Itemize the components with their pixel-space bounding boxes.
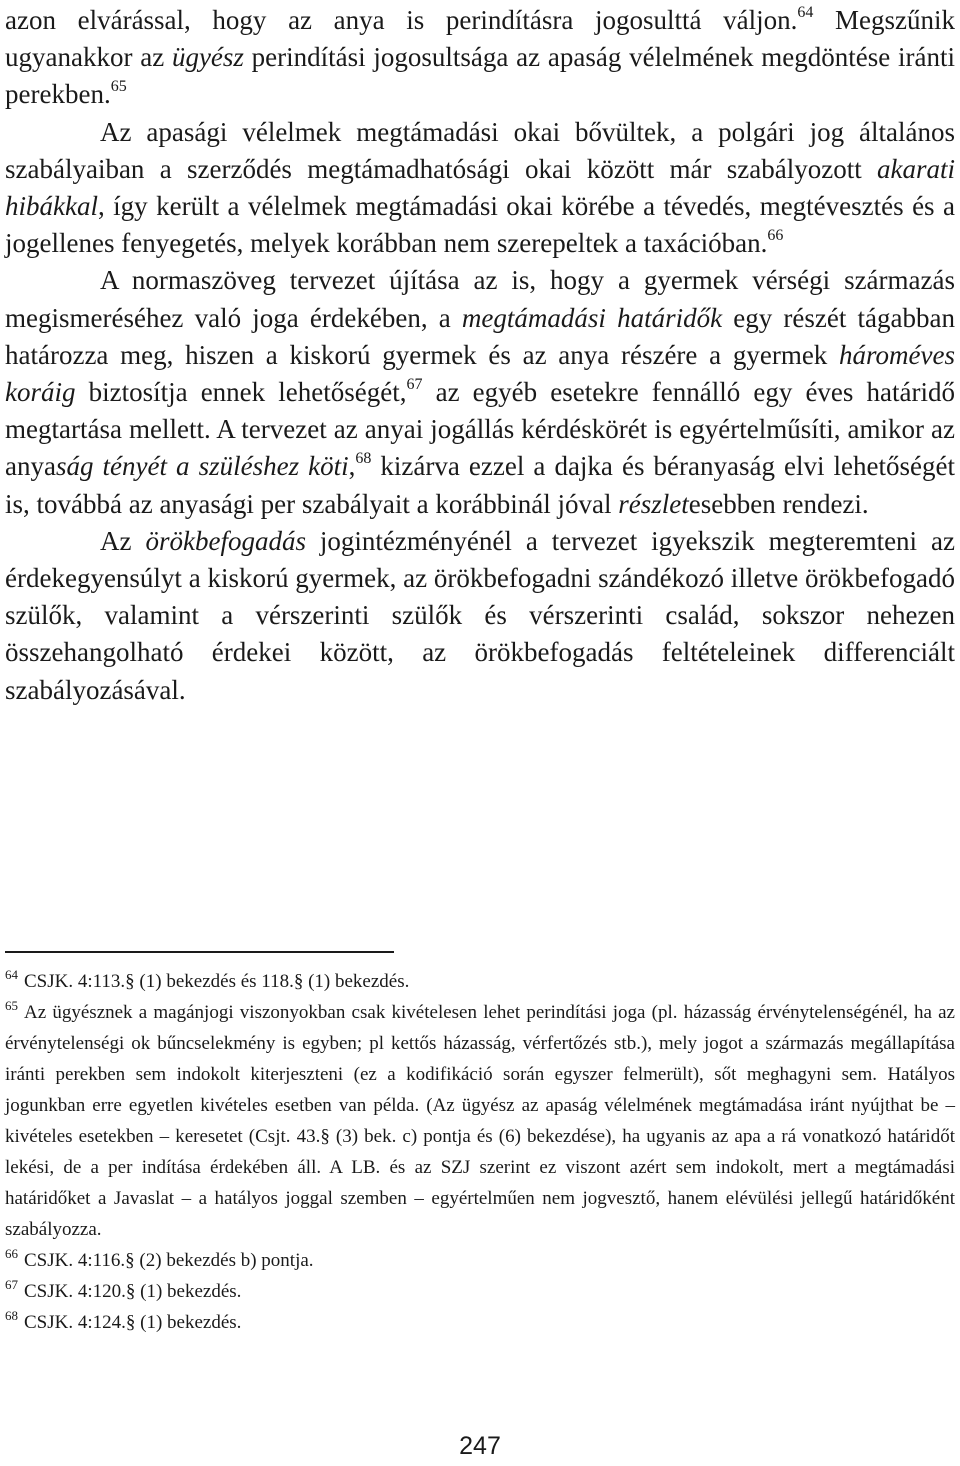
footnote-number: 67 xyxy=(5,1277,18,1292)
paragraph-4 xyxy=(5,523,955,709)
footnote-separator xyxy=(5,951,394,953)
text-run: Az apasági vélelmek megtámadási okai bővültek, a polgári jog általános szabályaiban a szerződés megtámadhatósági okai között már szabályozott xyxy=(5,116,955,184)
paragraph-2 xyxy=(5,114,955,263)
text-run: , így került a vélelmek megtámadási okai körébe a tévedés, megtévesztés és a jogellenes fenyegetés, melyek korábban nem szerepeltek a taxációban. xyxy=(5,191,955,259)
text-run: esebben rendezi. xyxy=(688,488,869,519)
text-run: A normaszöveg tervezet újítása az is, hogy a gyermek vérségi származás megismeréséhez való joga érdekében, a xyxy=(5,265,955,333)
footnote-text: CSJK. 4:124.§ (1) bekezdés. xyxy=(24,1312,242,1333)
footnote-number: 66 xyxy=(5,1246,18,1261)
paragraph-1 xyxy=(5,2,955,114)
text-run: Megszűnik ugyanakkor az xyxy=(5,5,955,73)
footnote-text: Az ügyésznek a magánjogi viszonyokban csak kivételesen lehet perindítási joga (pl. házasság érvénytelenségénél, ha az érvénytelenségi ok bűncselekmény is egyben; pl kettős házasság, vérfertőzés stb.), mely jogot a származás megállapítása iránti perekben sem indokolt kiterjeszteni (ez a kodifikáció során egyszer felmerült), sőt meghagyni sem. Hatályos jogunkban erre egyetlen kivételes esetben van példa. (Az ügyész az apaság vélelmének megtámadása iránt nyújthat be – kivételes esetekben – keresetet (Csjt. 43.§ (3) bek. c) pontja és (6) bekezdése), ha ugyanis az apa a rá vonatkozó határidőt lekési, de a per indítása érdekében áll. A LB. és az SZJ szerint ez viszont azért sem indokolt, mert a megtámadási határidőket a Javaslat – a hatályos joggal szemben – egyértelműen nem jogvesztő, hanem elévülési jellegű határidőként szabályozza. xyxy=(5,1002,955,1240)
footnote-66 xyxy=(5,1245,955,1276)
text-run: , xyxy=(348,451,356,482)
footnote-64 xyxy=(5,966,955,997)
footnote-number: 65 xyxy=(5,998,18,1013)
text-run: egy részét tágabban határozza meg, hiszen a kiskorú gyermek és az anya részére a gyermek xyxy=(5,302,956,370)
footnote-67 xyxy=(5,1276,955,1307)
footnote-ref-66[interactable]: 66 xyxy=(767,227,784,245)
italic-term: ság tényét a szüléshez köti xyxy=(55,451,349,482)
italic-term: hároméves koráig xyxy=(5,339,955,408)
text-run: az egyéb esetekre fennálló egy éves határidő megtartása mellett. A tervezet az anyai jogállás kérdéskörét is egyértelműsíti, amikor az anya xyxy=(5,377,955,482)
text-run: Az xyxy=(100,525,146,556)
footnotes xyxy=(5,966,955,1338)
footnote-68 xyxy=(5,1307,955,1338)
footnote-ref-65[interactable]: 65 xyxy=(110,78,127,96)
footnote-text: CSJK. 4:116.§ (2) bekezdés b) pontja. xyxy=(24,1250,314,1271)
footnote-text: CSJK. 4:120.§ (1) bekezdés. xyxy=(24,1281,242,1302)
text-run: kizárva ezzel a dajka és béranyaság elvi lehetőségét is, továbbá az anyasági per szabályait a korábbinál jóval xyxy=(5,451,955,519)
italic-term: megtámadási határidők xyxy=(461,302,723,333)
footnote-ref-68[interactable]: 68 xyxy=(355,450,372,468)
italic-term: akarati hibákkal xyxy=(5,153,955,222)
footnote-number: 68 xyxy=(5,1308,18,1323)
text-run: perindítási jogosultsága az apaság vélelmének megdöntése iránti perekben. xyxy=(5,42,955,110)
page-number: 247 xyxy=(459,1432,501,1460)
footnote-number: 64 xyxy=(5,967,18,982)
italic-term: örökbefogadás xyxy=(145,525,306,556)
italic-term: részlet xyxy=(618,488,689,519)
footnote-65 xyxy=(5,997,955,1245)
paragraph-3 xyxy=(5,262,955,522)
footnote-text: CSJK. 4:113.§ (1) bekezdés és 118.§ (1) bekezdés. xyxy=(24,971,410,992)
footnote-ref-67[interactable]: 67 xyxy=(406,376,423,394)
footnote-ref-64[interactable]: 64 xyxy=(797,4,814,21)
text-run: biztosítja ennek lehetőségét, xyxy=(75,377,407,408)
body-text xyxy=(5,2,955,709)
text-run: jogintézményénél a tervezet igyekszik megteremteni az érdekegyensúlyt a kiskorú gyermek, az örökbefogadni szándékozó illetve örökbefogadó szülők, valamint a vérszerinti szülők és vérszerinti család, sokszor nehezen összehangolható érdekei között, az örökbefogadás feltételeinek differenciált szabályozásával. xyxy=(5,525,955,705)
italic-term: ügyész xyxy=(171,42,244,73)
text-run: azon elvárással, hogy az anya is perindításra jogosulttá váljon. xyxy=(5,5,798,35)
